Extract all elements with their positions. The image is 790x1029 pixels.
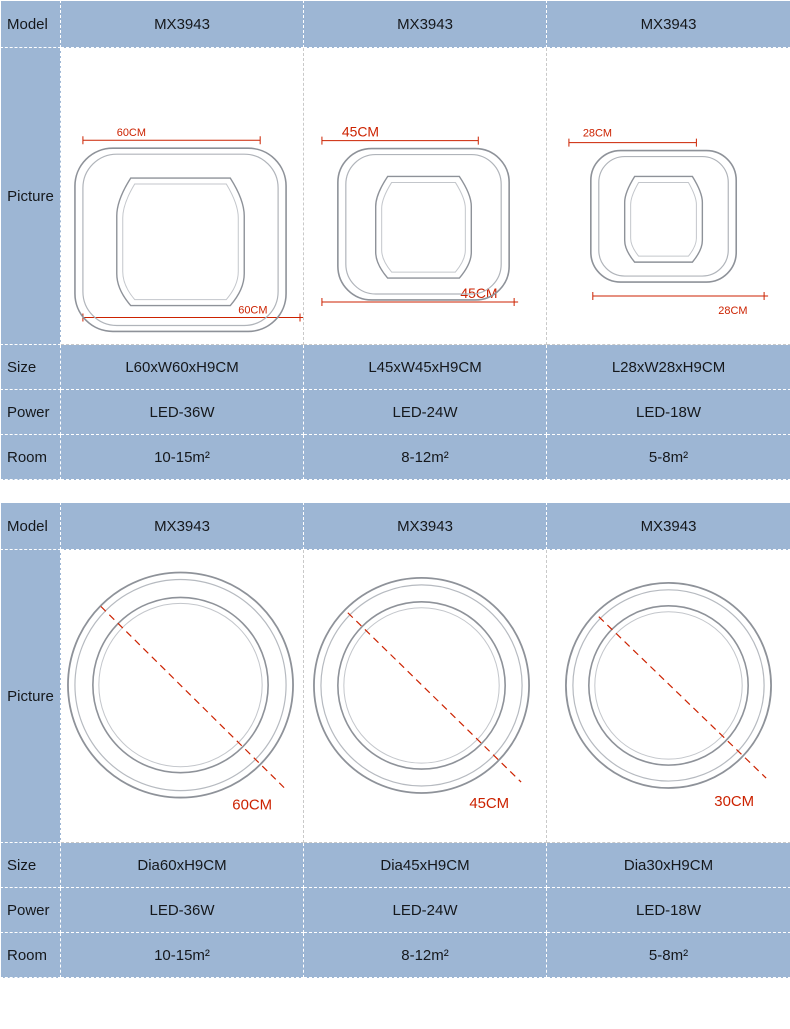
cell-picture-2 <box>304 48 547 345</box>
table-row-model <box>1 503 790 550</box>
dim-top-label-1: 60CM <box>116 127 146 140</box>
cell-size-2: Dia45xH9CM <box>304 843 547 888</box>
dim-diagonal-label-2: 45CM <box>469 794 510 812</box>
product-image-round-60 <box>61 550 303 842</box>
cell-model-3: MX3943 <box>547 503 790 550</box>
row-label-power: Power <box>1 390 61 435</box>
row-label-room: Room <box>1 933 61 978</box>
cell-model-1: MX3943 <box>61 1 304 48</box>
dim-bottom-label-2: 45CM <box>460 284 498 301</box>
cell-model-3: MX3943 <box>547 1 790 48</box>
product-image-square-60 <box>61 48 303 344</box>
product-image-round-30 <box>547 551 790 842</box>
dim-top-label-2: 45CM <box>341 123 380 140</box>
cell-model-2: MX3943 <box>304 503 547 550</box>
cell-room-1: 10-15m² <box>61 933 304 978</box>
cell-room-2: 8-12m² <box>304 933 547 978</box>
table-row-size <box>1 345 790 390</box>
cell-power-1: LED-36W <box>61 390 304 435</box>
table-separator <box>0 480 790 502</box>
round-series-table <box>0 502 790 978</box>
dim-diagonal-label-3: 30CM <box>714 792 755 810</box>
table-row-model <box>1 1 790 48</box>
product-image-round-45 <box>304 551 546 842</box>
table-row-power <box>1 390 790 435</box>
cell-size-1: L60xW60xH9CM <box>61 345 304 390</box>
cell-power-2: LED-24W <box>304 888 547 933</box>
cell-power-3: LED-18W <box>547 888 790 933</box>
cell-room-3: 5-8m² <box>547 435 790 480</box>
cell-power-3: LED-18W <box>547 390 790 435</box>
row-label-model: Model <box>1 503 61 550</box>
row-label-power: Power <box>1 888 61 933</box>
row-label-size: Size <box>1 345 61 390</box>
row-label-picture: Picture <box>1 48 61 345</box>
product-image-square-28 <box>547 49 790 344</box>
cell-size-1: Dia60xH9CM <box>61 843 304 888</box>
dim-top-label-3: 28CM <box>582 127 613 140</box>
dim-bottom-label-3: 28CM <box>718 304 748 317</box>
cell-room-1: 10-15m² <box>61 435 304 480</box>
cell-model-1: MX3943 <box>61 503 304 550</box>
cell-size-3: Dia30xH9CM <box>547 843 790 888</box>
table-row-room <box>1 435 790 480</box>
dim-diagonal-label-1: 60CM <box>232 796 273 814</box>
cell-picture-3 <box>547 48 790 345</box>
cell-size-3: L28xW28xH9CM <box>547 345 790 390</box>
product-image-square-45 <box>304 49 546 344</box>
table-row-power <box>1 888 790 933</box>
row-label-room: Room <box>1 435 61 480</box>
table-row-picture <box>1 48 790 345</box>
row-label-picture: Picture <box>1 550 61 843</box>
table-row-room <box>1 933 790 978</box>
cell-power-1: LED-36W <box>61 888 304 933</box>
table-row-size <box>1 843 790 888</box>
table-row-picture <box>1 550 790 843</box>
cell-picture-1 <box>61 550 304 843</box>
cell-picture-1 <box>61 48 304 345</box>
cell-room-2: 8-12m² <box>304 435 547 480</box>
square-series-table <box>0 0 790 480</box>
cell-power-2: LED-24W <box>304 390 547 435</box>
cell-model-2: MX3943 <box>304 1 547 48</box>
cell-picture-2 <box>304 550 547 843</box>
cell-size-2: L45xW45xH9CM <box>304 345 547 390</box>
dim-bottom-label-1: 60CM <box>238 304 268 317</box>
row-label-size: Size <box>1 843 61 888</box>
cell-room-3: 5-8m² <box>547 933 790 978</box>
cell-picture-3 <box>547 550 790 843</box>
row-label-model: Model <box>1 1 61 48</box>
